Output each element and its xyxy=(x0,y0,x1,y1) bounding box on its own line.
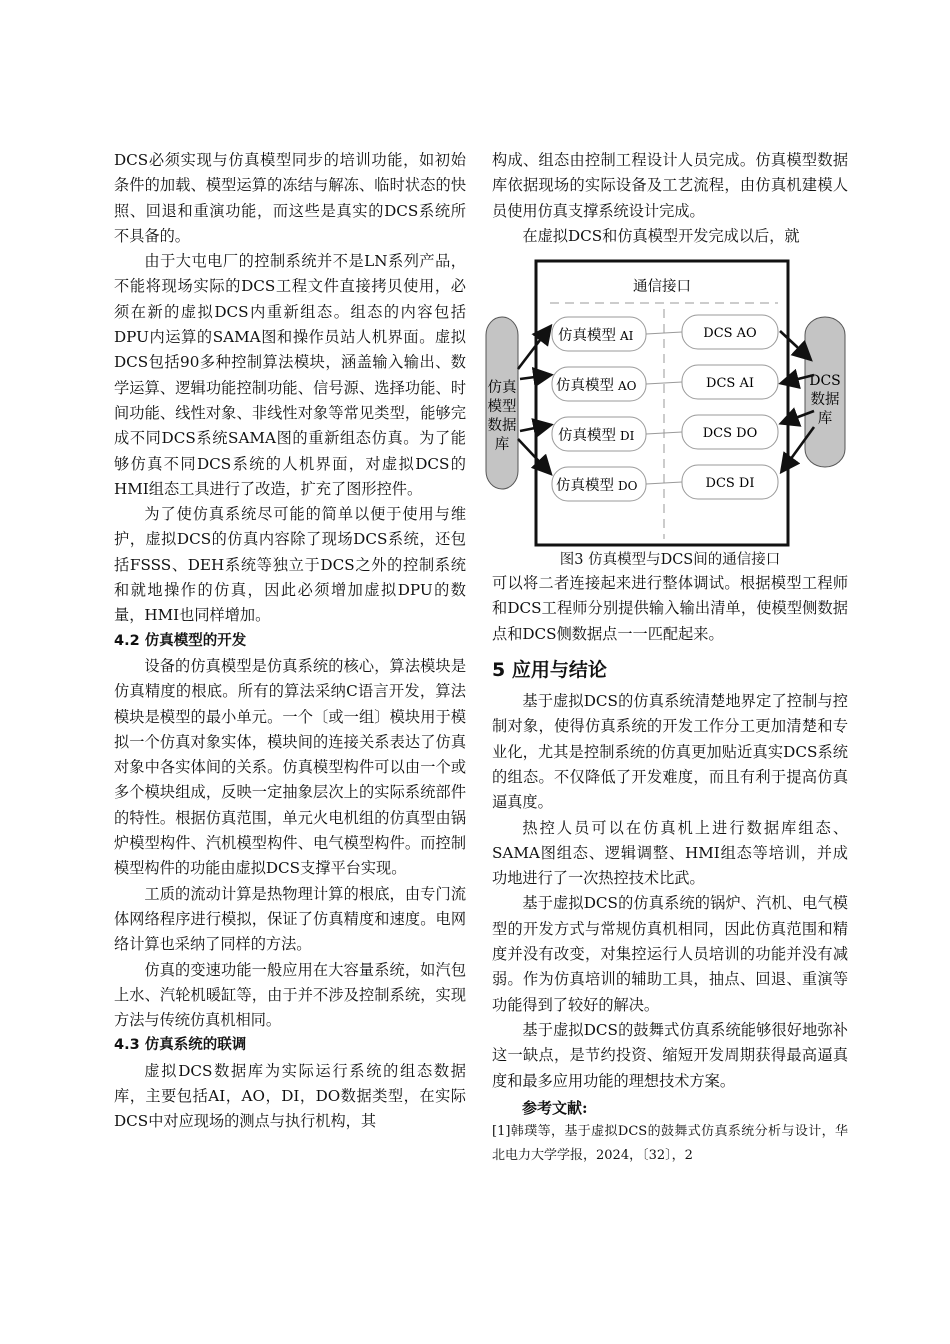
dcs-box-do xyxy=(682,415,778,449)
top-label: 通信接口 xyxy=(633,279,691,296)
model-box-suffix: DO xyxy=(618,479,638,494)
model-box-ai xyxy=(552,317,646,351)
svg-text:仿真模型AI xyxy=(558,326,634,344)
paragraph: 热控人员可以在仿真机上进行数据库组态、SAMA图组态、逻辑调整、HMI组态等培训，并成功地进行了一次热控技术比武。 xyxy=(492,818,848,888)
right-column xyxy=(487,148,848,1168)
svg-text:仿真模型DI xyxy=(558,426,635,444)
model-box-label: 仿真模型 xyxy=(558,328,616,345)
section-heading-4-2: 4.2 仿真模型的开发 xyxy=(114,632,247,649)
paragraph: 仿真的变速功能一般应用在大容量系统，如汽包上水、汽轮机暖缸等，由于并不涉及控制系统，实现方法与传统仿真机相同。 xyxy=(114,960,466,1030)
diagram xyxy=(487,259,848,549)
model-box-label: 仿真模型 xyxy=(558,428,616,445)
left-db-label-4: 库 xyxy=(494,437,510,454)
paragraph: 在虚拟DCS和仿真模型开发完成以后，就 xyxy=(522,226,800,245)
model-box-di xyxy=(552,417,646,451)
dcs-box-di xyxy=(682,465,778,499)
right-db-label-2: 数据 xyxy=(810,392,840,409)
right-database xyxy=(805,317,845,467)
model-box-ao xyxy=(552,367,646,401)
model-box-label: 仿真模型 xyxy=(556,378,614,395)
model-box-suffix: DI xyxy=(620,429,635,444)
left-db-label-2: 模型 xyxy=(487,399,517,416)
paragraph: 构成、组态由控制工程设计人员完成。仿真模型数据库依据现场的实际设备及工艺流程，由仿真机建模人员使用仿真支撑系统设计完成。 xyxy=(492,151,848,220)
model-box-suffix: AI xyxy=(620,329,634,344)
dcs-box-label: DCS DI xyxy=(705,476,755,492)
right-db-label-1: DCS xyxy=(809,373,841,390)
dcs-box-label: DCS AI xyxy=(706,376,754,392)
paragraph: 由于大屯电厂的控制系统并不是LN系列产品，不能将现场实际的DCS工程文件直接拷贝使用，必须在新的虚拟DCS内重新组态。组态的内容包括DPU内运算的SAMA图和操作员站人机界面。虚拟DCS包括90多种控制算法模块，涵盖输入输出、数学运算、逻辑功能控制功能、信号源、选择功能、时间功能、线性对象、非线性对象等常见类型，能够完成不同DCS系统SAMA图的重新组态仿真。为了能够仿真不同DCS系统的人机界面，对虚拟DCS的HMI组态工具进行了改造，扩充了图形控件。 xyxy=(114,252,466,498)
figure-caption: 图3 仿真模型与DCS间的通信接口 xyxy=(559,552,781,569)
svg-text:仿真模型AO xyxy=(556,376,637,394)
left-database xyxy=(486,317,518,489)
right-db-label-3: 库 xyxy=(817,411,833,428)
interface-frame xyxy=(536,261,788,545)
paragraph: 基于虚拟DCS的鼓舞式仿真系统能够很好地弥补这一缺点，是节约投资、缩短开发周期获得最高逼真度和最多应用功能的理想技术方案。 xyxy=(492,1020,848,1090)
paragraph: 可以将二者连接起来进行整体调试。根据模型工程师和DCS工程师分别提供输入输出清单，使模型侧数据点和DCS侧数据点一一匹配起来。 xyxy=(492,574,848,643)
paragraph: 为了使仿真系统尽可能的简单以便于使用与维护，虚拟DCS的仿真内容除了现场DCS系统，还包括FSSS、DEH系统等独立于DCS之外的控制系统和就地操作的仿真，因此必须增加虚拟DPU的数量，HMI也同样增加。 xyxy=(114,505,466,625)
svg-text:仿真模型DO xyxy=(556,476,638,494)
paragraph: 基于虚拟DCS的仿真系统清楚地界定了控制与控制对象，使得仿真系统的开发工作分工更加清楚和专业化，尤其是控制系统的仿真更加贴近真实DCS系统的组态。不仅降低了开发难度，而且有利于提高仿真逼真度。 xyxy=(492,692,848,812)
pair-link xyxy=(646,382,682,384)
dcs-box-label: DCS AO xyxy=(703,326,757,342)
arrow-to-model-ai xyxy=(518,327,550,369)
model-box-label: 仿真模型 xyxy=(556,478,614,495)
left-db-label-3: 数据 xyxy=(487,418,517,435)
model-box-do xyxy=(552,467,646,501)
section-heading-4-3: 4.3 仿真系统的联调 xyxy=(114,1037,247,1054)
model-box-suffix: AO xyxy=(618,379,637,394)
left-db-label-1: 仿真 xyxy=(487,380,517,397)
dcs-box-label: DCS DO xyxy=(702,426,758,442)
dcs-box-ai xyxy=(682,365,778,399)
section-heading-5: 5 应用与结论 xyxy=(492,659,607,682)
figure-communication-interface xyxy=(487,259,848,549)
arrow-to-model-do xyxy=(518,439,550,473)
dcs-box-ao xyxy=(682,315,778,349)
paragraph: 虚拟DCS数据库为实际运行系统的组态数据库，主要包括AI，AO，DI，DO数据类型，在实际DCS中对应现场的测点与执行机构，其 xyxy=(114,1061,466,1131)
paragraph: 基于虚拟DCS的仿真系统的锅炉、汽机、电气模型的开发方式与常规仿真机相同，因此仿真范围和精度并没有改变，对集控运行人员培训的功能并没有减弱。作为仿真培训的辅助工具，抽点、回退、重演等功能得到了较好的解决。 xyxy=(492,894,848,1014)
reference-item: [1]韩璞等，基于虚拟DCS的鼓舞式仿真系统分析与设计，华北电力大学学报，2024，〔32〕，2 xyxy=(492,1123,848,1163)
references-heading: 参考文献: xyxy=(522,1098,588,1117)
paragraph: DCS必须实现与仿真模型同步的培训功能，如初始条件的加载、模型运算的冻结与解冻、临时状态的快照、回退和重演功能，而这些是真实的DCS系统所不具备的。 xyxy=(114,151,466,245)
paragraph: 工质的流动计算是热物理计算的根底，由专门流体网络程序进行模拟，保证了仿真精度和速度。电网络计算也采纳了同样的方法。 xyxy=(114,884,466,954)
paragraph: 设备的仿真模型是仿真系统的核心，算法模块是仿真精度的根底。所有的算法采纳C语言开发，算法模块是模型的最小单元。一个〔或一组〕模块用于模拟一个仿真对象实体，模块间的连接关系表达了仿真对象中各实体间的关系。仿真模型构件可以由一个或多个模块组成，反映一定抽象层次上的实际系统部件的特性。根据仿真范围，单元火电机组的仿真型由锅炉模型构件、汽机模型构件、电气模型构件。而控制模型构件的功能由虚拟DCS支撑平台实现。 xyxy=(114,656,466,878)
left-column xyxy=(114,148,466,1135)
